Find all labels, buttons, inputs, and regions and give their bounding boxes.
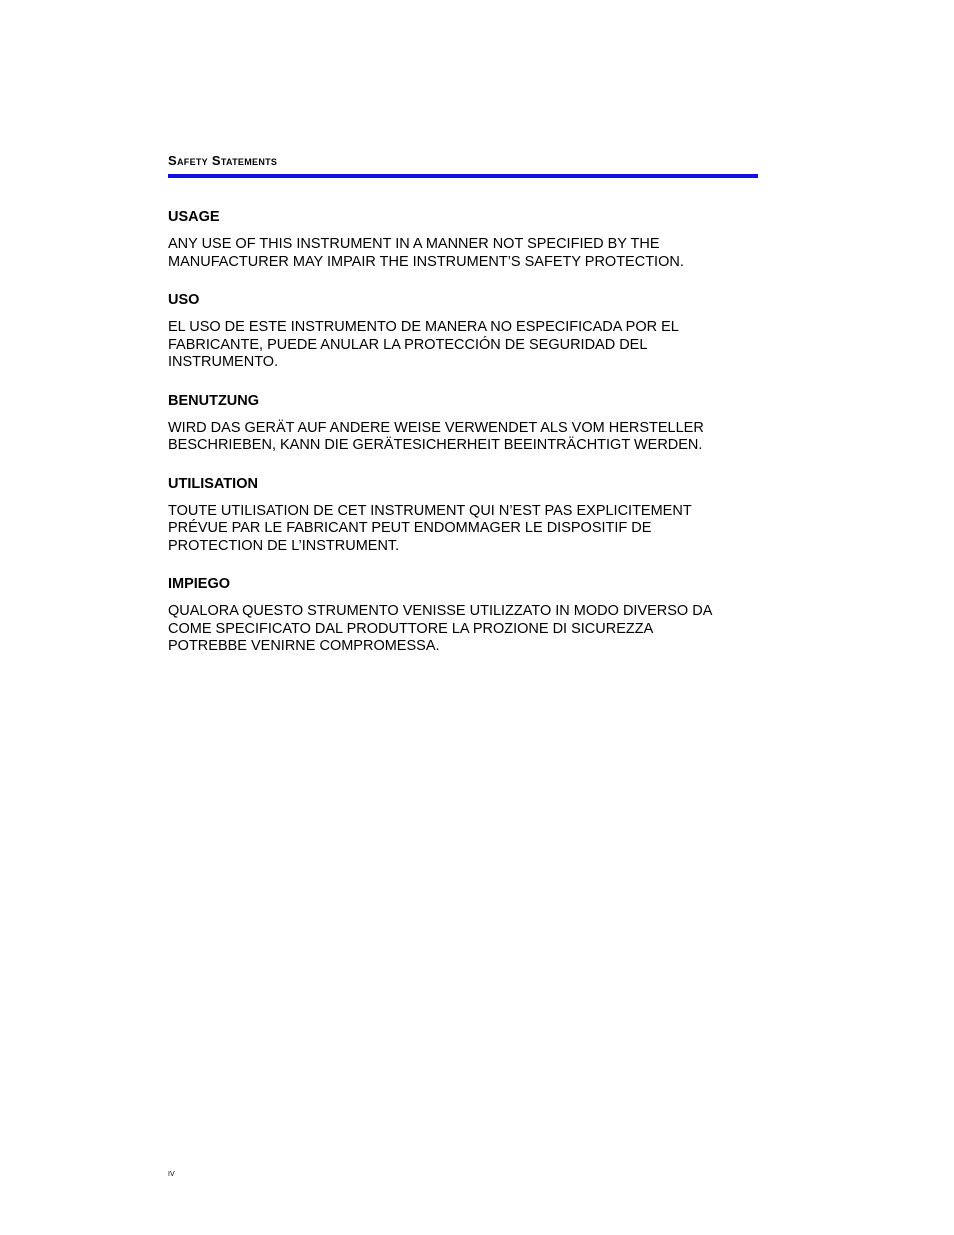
section-uso [168, 292, 768, 372]
section-benutzung [168, 393, 768, 455]
section-utilisation [168, 476, 768, 556]
section-heading: USO [168, 292, 200, 308]
section-impiego [168, 576, 768, 656]
running-header-title: Safety Statements [168, 153, 278, 168]
section-heading: IMPIEGO [168, 576, 231, 592]
header-rule [168, 174, 758, 178]
section-body: WIRD DAS GERÄT AUF ANDERE WEISE VERWENDET ALS VOM HERSTELLER BESCHRIEBEN, KANN DIE GERÄTESICHERHEIT BEEINTRÄCHTIGT WERDEN. [168, 419, 704, 453]
document-body [168, 209, 768, 677]
section-heading: USAGE [168, 209, 220, 225]
section-body: QUALORA QUESTO STRUMENTO VENISSE UTILIZZATO IN MODO DIVERSO DA COME SPECIFICATO DAL PRODUTTORE LA PROZIONE DI SICUREZZA POTREBBE VENIRNE COMPROMESSA. [168, 603, 713, 654]
section-body: ANY USE OF THIS INSTRUMENT IN A MANNER NOT SPECIFIED BY THE MANUFACTURER MAY IMPAIR THE INSTRUMENT’S SAFETY PROTECTION. [168, 236, 684, 270]
section-heading: UTILISATION [168, 475, 258, 492]
section-usage [168, 209, 768, 271]
page-number: iv [168, 1168, 175, 1179]
section-body: EL USO DE ESTE INSTRUMENTO DE MANERA NO ESPECIFICADA POR EL FABRICANTE, PUEDE ANULAR LA PROTECCIÓN DE SEGURIDAD DEL INSTRUMENTO. [168, 319, 679, 370]
section-heading: BENUTZUNG [168, 392, 260, 409]
section-body: TOUTE UTILISATION DE CET INSTRUMENT QUI N’EST PAS EXPLICITEMENT PRÉVUE PAR LE FABRICANT PEUT ENDOMMAGER LE DISPOSITIF DE PROTECTION DE L’INSTRUMENT. [168, 502, 692, 554]
